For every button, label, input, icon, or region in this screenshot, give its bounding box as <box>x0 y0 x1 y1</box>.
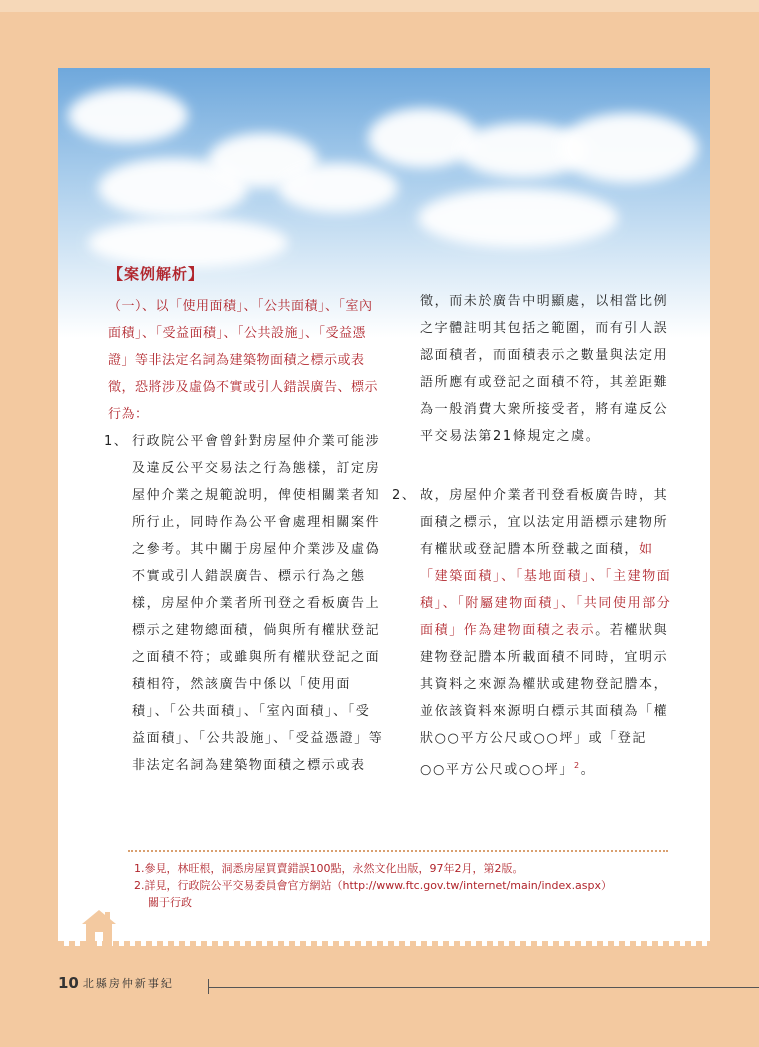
list-item-1-text: 行政院公平會曾針對房屋仲介業可能涉及違反公平交易法之行為態樣，訂定房屋仲介業之規範說明，俾使相關業者知所行止，同時作為公平會處理相關案件之參考。其中關于房屋仲介業涉及虛偽不實或引人錯誤廣告、標示行為之態樣，房屋仲介業者所刊登之看板廣告上標示之建物總面積，倘與所有權狀登記之面積不符；或雖與所有權狀登記之面積相符，然該廣告中係以「使用面積」、「公共面積」、「室內面積」、「受益面積」、「公共設施」、「受益憑證」等非法定名詞為建築物面積之標示或表 <box>132 434 384 773</box>
section-heading: 【案例解析】 <box>108 265 205 283</box>
decorative-ground <box>58 946 710 961</box>
article-content <box>58 68 710 961</box>
footer-line <box>208 987 759 988</box>
page-card <box>58 68 710 961</box>
footnote-ref[interactable]: 2 <box>573 761 581 770</box>
footnote-2-continued: 關于行政 <box>148 896 192 909</box>
publication-title: 北縣房仲新事紀 <box>82 977 174 990</box>
list-item-2-highlight: 如「建築面積」、「基地面積」、「主建物面積」、「附屬建物面積」、「共同使用部分面積」作為建物面積之表示 <box>420 542 672 638</box>
intro-paragraph: （一）、以「使用面積」、「公共面積」、「室內面積」、「受益面積」、「公共設施」、「受益憑證」等非法定名詞為建築物面積之標示或表徵，恐將涉及虛偽不實或引人錯誤廣告、標示行為： <box>108 299 379 422</box>
top-strip <box>0 0 759 12</box>
list-item-2-number: 2、 <box>392 488 417 503</box>
list-item-1 <box>104 428 384 779</box>
page-footer <box>58 974 174 992</box>
footnote-2: 2.詳見，行政院公平交易委員會官方網站（http://www.ftc.gov.tw/internet/main/index.aspx） <box>134 879 613 892</box>
list-item-2-text-end: 。 <box>580 762 596 778</box>
list-item-1-continued: 徵，而未於廣告中明顯處，以相當比例之字體註明其包括之範圍，而有引人誤認面積者，而面積表示之數量與法定用語所應有或登記之面積不符，其差距難為一般消費大衆所接受者，將有違反公平交易法第21條規定之虞。 <box>420 294 669 444</box>
list-item-2-text-b: 。若權狀與建物登記謄本所載面積不同時，宜明示其資料之來源為權狀或建物登記謄本，並依該資料來源明白標示其面積為「權狀○○平方公尺或○○坪」或「登記○○平方公尺或○○坪」 <box>420 623 669 778</box>
footnote-divider <box>128 850 668 852</box>
list-item-1-number: 1、 <box>104 434 129 449</box>
footnote-1: 1.參見，林旺根，洞悉房屋買賣錯誤100點，永然文化出版，97年2月，第2版。 <box>134 862 524 875</box>
list-item-2 <box>392 482 672 783</box>
list-item-2-text <box>420 482 672 783</box>
page-number: 10 <box>58 974 79 992</box>
footnotes <box>134 860 694 911</box>
list-item-2-text-a: 故，房屋仲介業者刊登看板廣告時，其面積之標示，宜以法定用語標示建物所有權狀或登記謄本所登載之面積， <box>420 488 669 557</box>
